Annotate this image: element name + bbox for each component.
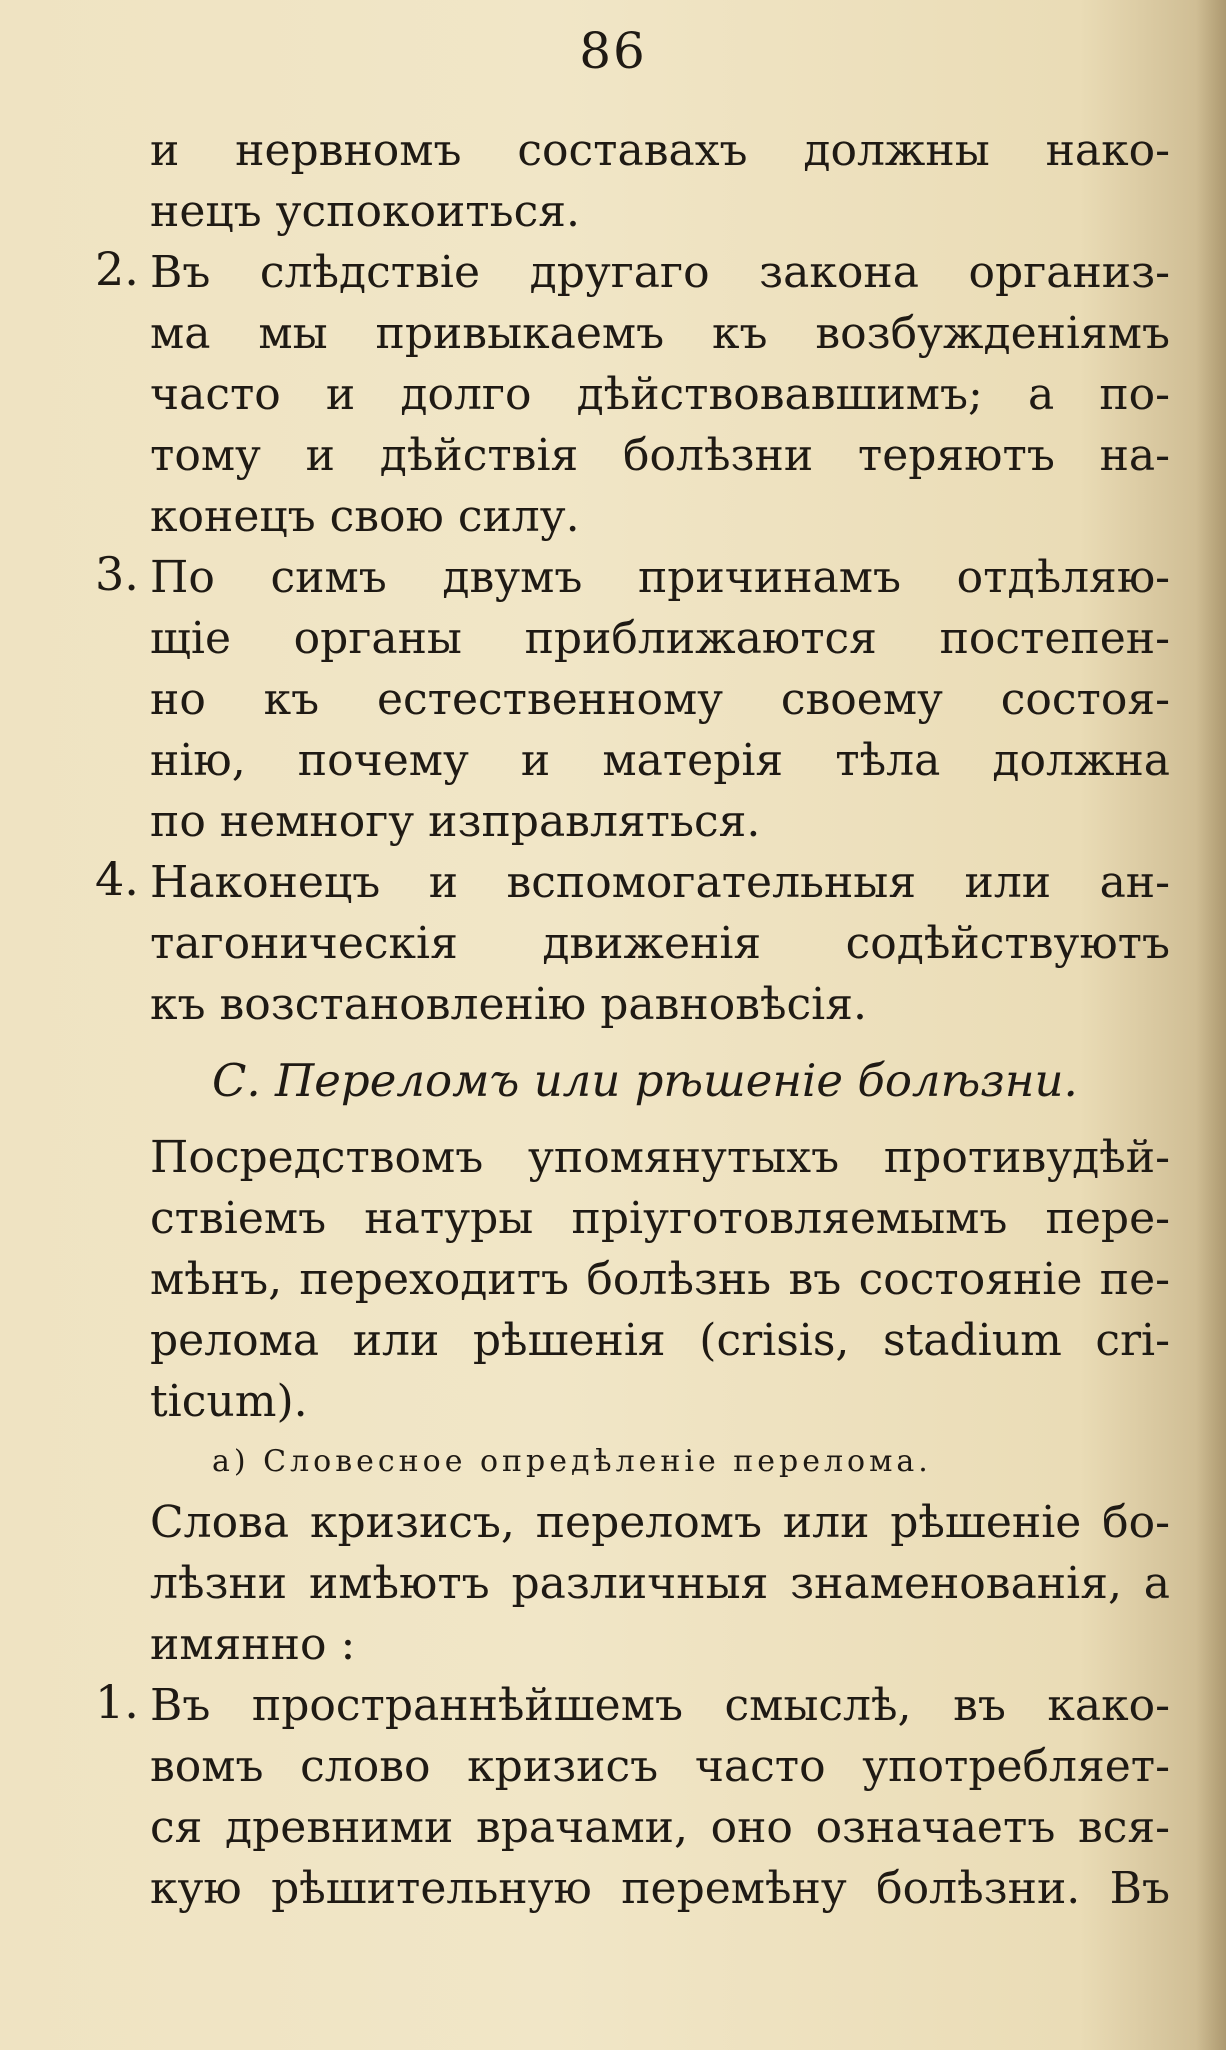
text-line: вомъ слово кризисъ часто употребляет- [150,1741,1170,1792]
text-line: но къ естественному своему состоя- [150,674,1170,725]
text-line: ствіемъ натуры пріуготовляемымъ пере- [150,1193,1170,1244]
page-edge-shadow [1196,0,1226,2050]
text-line: Посредствомъ упомянутыхъ противудѣй- [150,1132,1170,1183]
list-number: 2. [95,242,139,296]
text-line: ся древними врачами, оно означаетъ вся- [150,1802,1170,1853]
text-line: Наконецъ и вспомогательныя или ан- [150,857,1170,908]
text-body [95,120,1170,1919]
list-item-continued [150,120,1170,242]
list-item-1 [95,1675,1170,1919]
list-item-2 [95,242,1170,547]
paragraph-2 [150,1492,1170,1675]
paragraph-1 [150,1127,1170,1432]
text-line: и нервномъ составахъ должны нако- [150,125,1170,176]
text-line: По симъ двумъ причинамъ отдѣляю- [150,552,1170,603]
text-line: Въ слѣдствіе другаго закона организ- [150,247,1170,298]
text-line: тагоническія движенія содѣйствуютъ [150,918,1170,969]
section-heading: С. Переломъ или рѣшеніе болѣзни. [212,1054,1078,1107]
text-line: лѣзни имѣютъ различныя знаменованія, а [150,1558,1170,1609]
page-number: 86 [579,22,647,80]
list-number: 1. [95,1675,139,1729]
text-line: ticum). [150,1376,308,1427]
text-line: имянно : [150,1619,356,1670]
text-line: ма мы привыкаемъ къ возбужденіямъ [150,308,1170,359]
list-number: 3. [95,547,139,601]
text-line: кую рѣшительную перемѣну болѣзни. Въ [150,1863,1170,1914]
text-line: щіе органы приближаются постепен- [150,613,1170,664]
list-number: 4. [95,852,139,906]
text-line: нецъ успокоиться. [150,186,580,237]
text-line: релома или рѣшенія (crisis, stadium cri- [150,1315,1170,1366]
text-line: нію, почему и матерія тѣла должна [150,735,1170,786]
text-line: Слова кризисъ, переломъ или рѣшеніе бо- [150,1497,1170,1548]
list-item-4 [95,852,1170,1035]
text-line: Въ пространнѣйшемъ смыслѣ, въ како- [150,1680,1170,1731]
list-item-3 [95,547,1170,852]
text-line: мѣнъ, переходитъ болѣзнь въ состояніе пе- [150,1254,1170,1305]
text-line: часто и долго дѣйствовавшимъ; а по- [150,369,1170,420]
subheading: а) Словесное опредѣленіе перелома. [212,1444,932,1479]
text-line: къ возстановленію равновѣсія. [150,979,867,1030]
text-line: тому и дѣйствія болѣзни теряютъ на- [150,430,1170,481]
text-line: конецъ свою силу. [150,491,580,542]
text-line: по немногу изправляться. [150,796,761,847]
